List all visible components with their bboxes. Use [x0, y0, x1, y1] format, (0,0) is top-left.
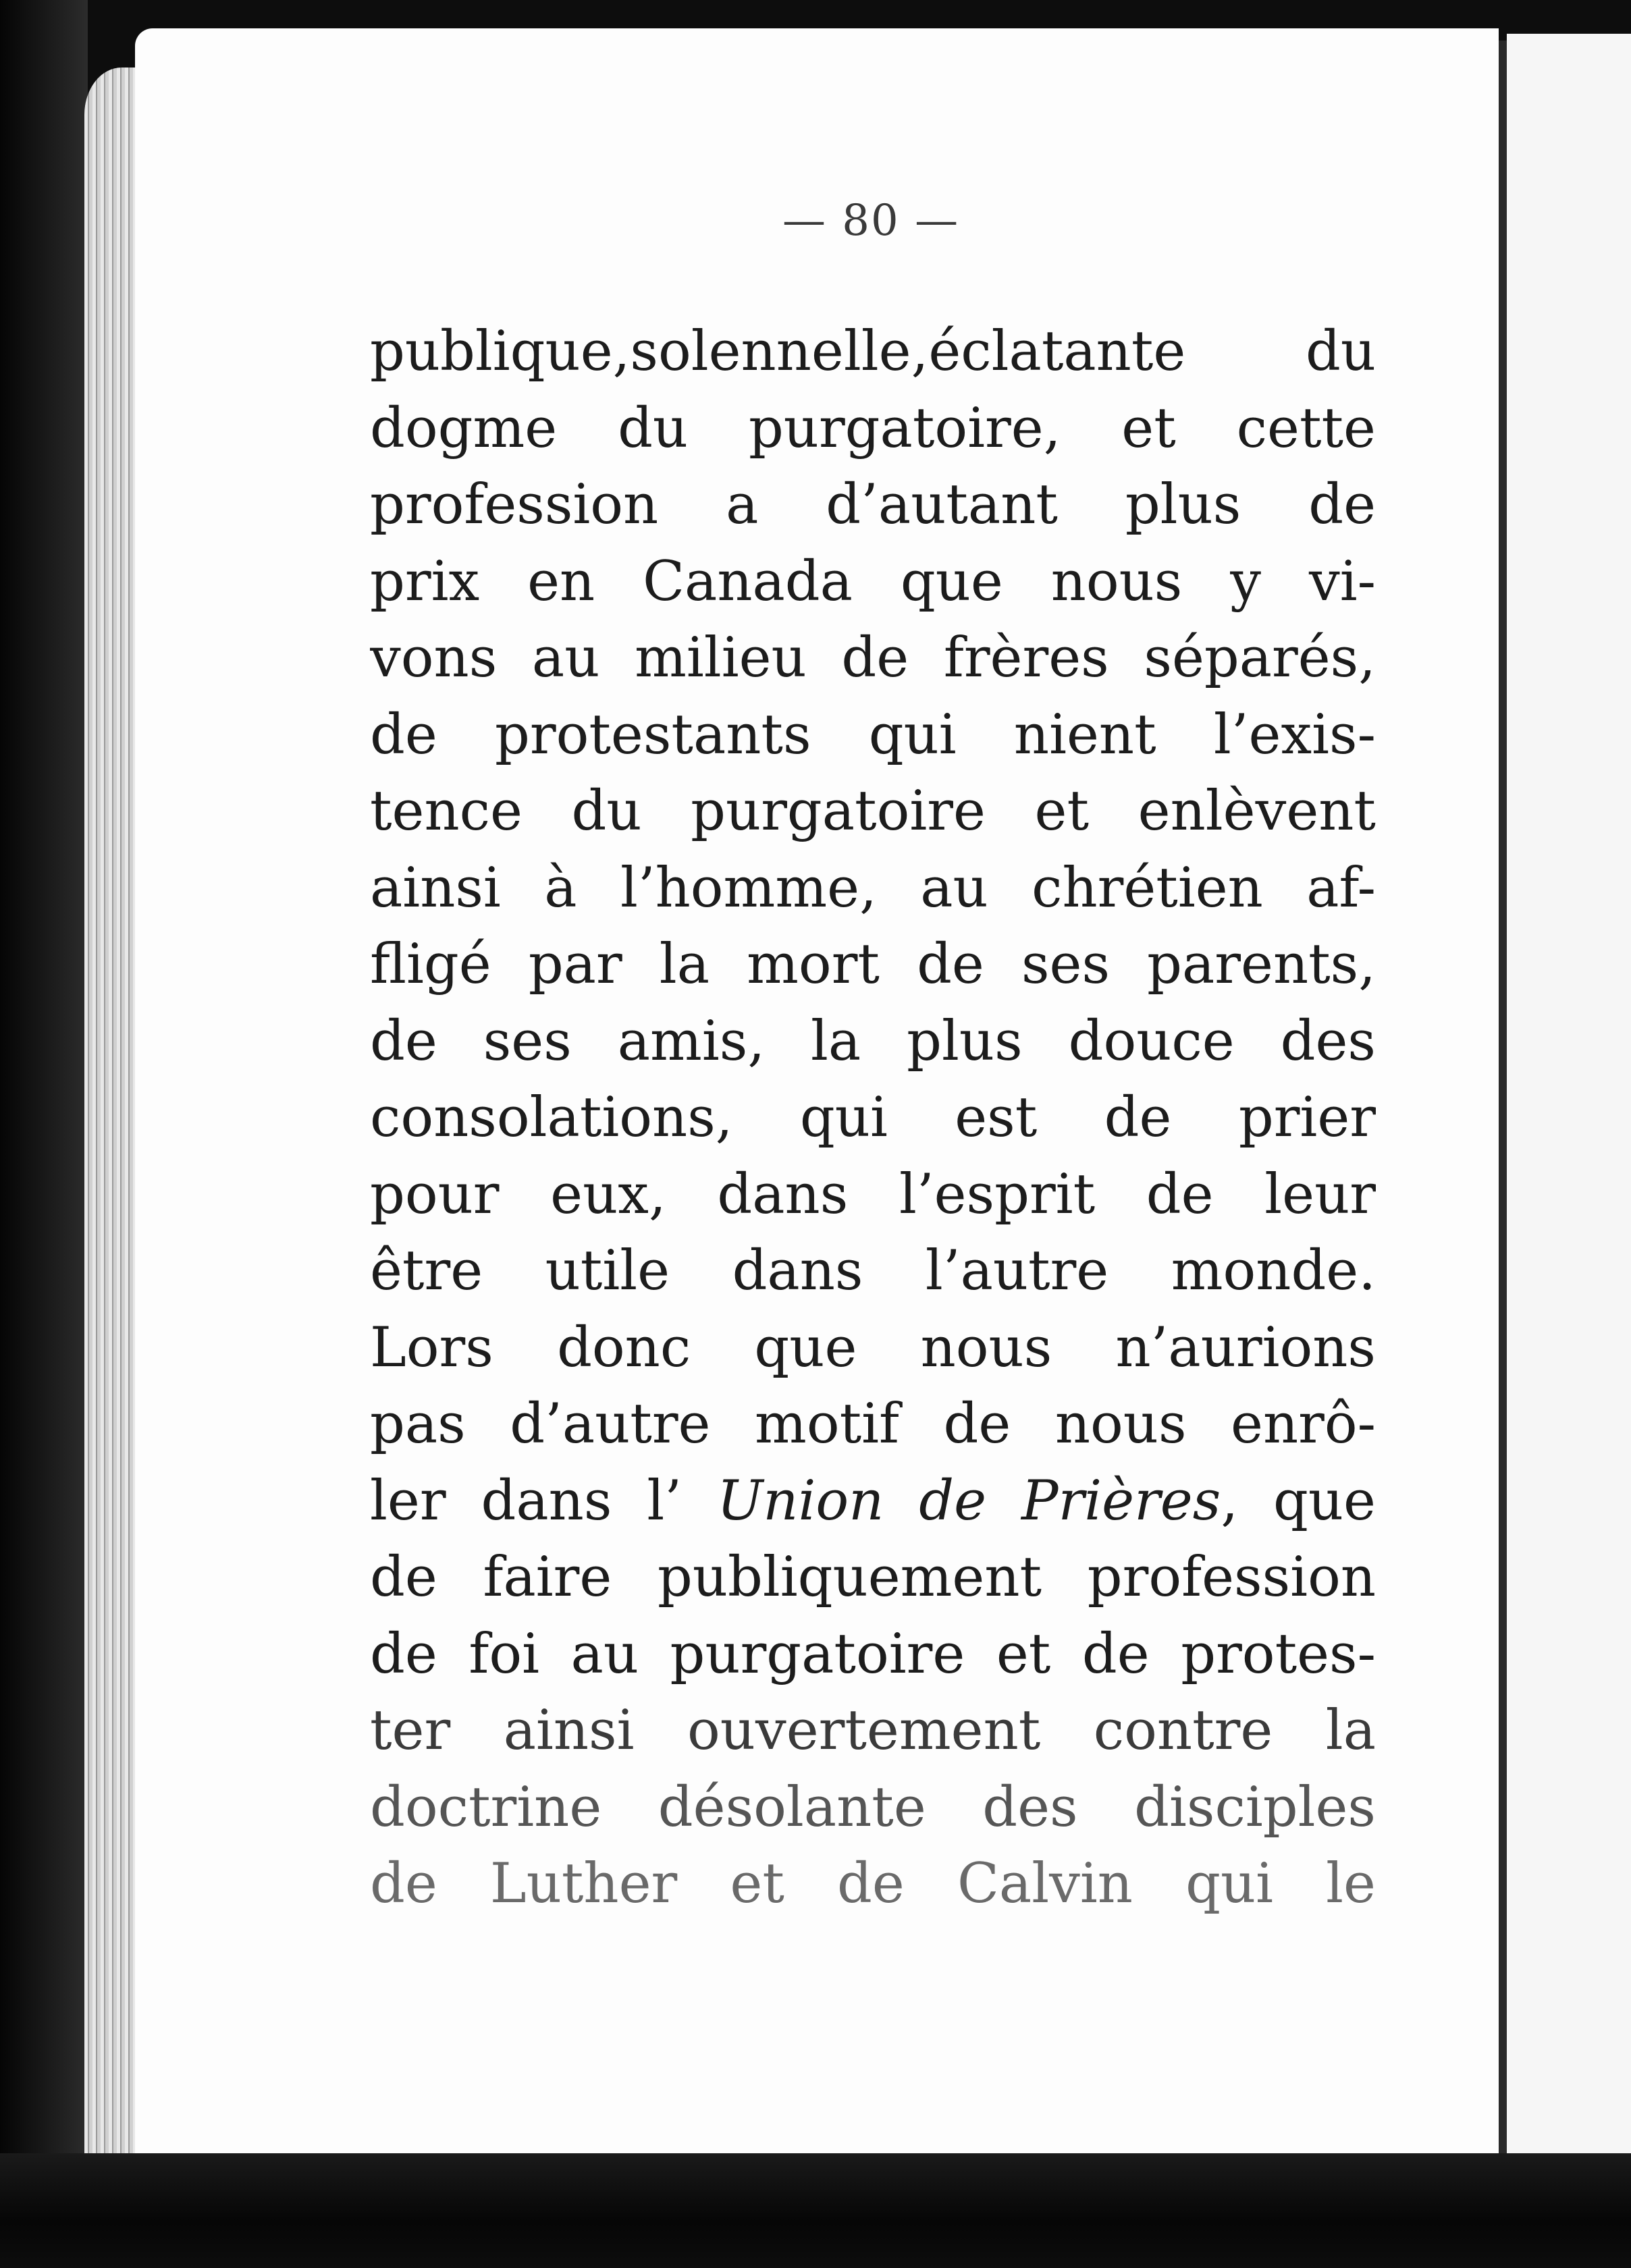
book-gutter — [1499, 40, 1507, 2153]
facing-page-edge — [1507, 34, 1631, 2153]
line-text-after: , que — [1221, 1469, 1376, 1533]
scan-bottom-border — [0, 2153, 1631, 2268]
text-line: profession a d’autant plus de — [370, 473, 1376, 537]
text-line: dogme du purgatoire, et cette — [370, 396, 1376, 460]
text-line: de ses amis, la plus douce des — [370, 1009, 1376, 1073]
text-line: fligé par la mort de ses parents, — [370, 933, 1376, 996]
text-line: vons au milieu de frères séparés, — [370, 626, 1376, 690]
scan-left-border — [0, 0, 88, 2268]
text-line: de faire publiquement profession — [370, 1546, 1376, 1609]
page-number: — 80 — — [782, 196, 960, 246]
text-line: publique,solennelle,éclatante du — [370, 320, 1376, 383]
text-line: pas d’autre motif de nous enrô- — [370, 1393, 1376, 1456]
italic-title-union-de-prieres: Union de Prières — [717, 1469, 1221, 1533]
text-line: doctrine désolante des disciples — [370, 1775, 1376, 1839]
text-line: de Luther et de Calvin qui le — [370, 1852, 1376, 1916]
text-line: de protestants qui nient l’exis- — [370, 703, 1376, 767]
text-line: tence du purgatoire et enlèvent — [370, 780, 1376, 843]
text-line: consolations, qui est de prier — [370, 1086, 1376, 1150]
text-line: être utile dans l’autre monde. — [370, 1239, 1376, 1303]
line-text-before: ler dans l’ — [370, 1469, 718, 1533]
text-line: Lors donc que nous n’aurions — [370, 1316, 1376, 1380]
text-line: de foi au purgatoire et de protes- — [370, 1622, 1376, 1686]
text-line: ter ainsi ouvertement contre la — [370, 1699, 1376, 1762]
text-line: prix en Canada que nous y vi- — [370, 549, 1376, 614]
text-line: ainsi à l’homme, au chrétien af- — [370, 856, 1376, 920]
page-body-text — [370, 314, 1376, 1923]
text-line: pour eux, dans l’esprit de leur — [370, 1162, 1376, 1226]
text-line-with-italic — [370, 1463, 1376, 1540]
